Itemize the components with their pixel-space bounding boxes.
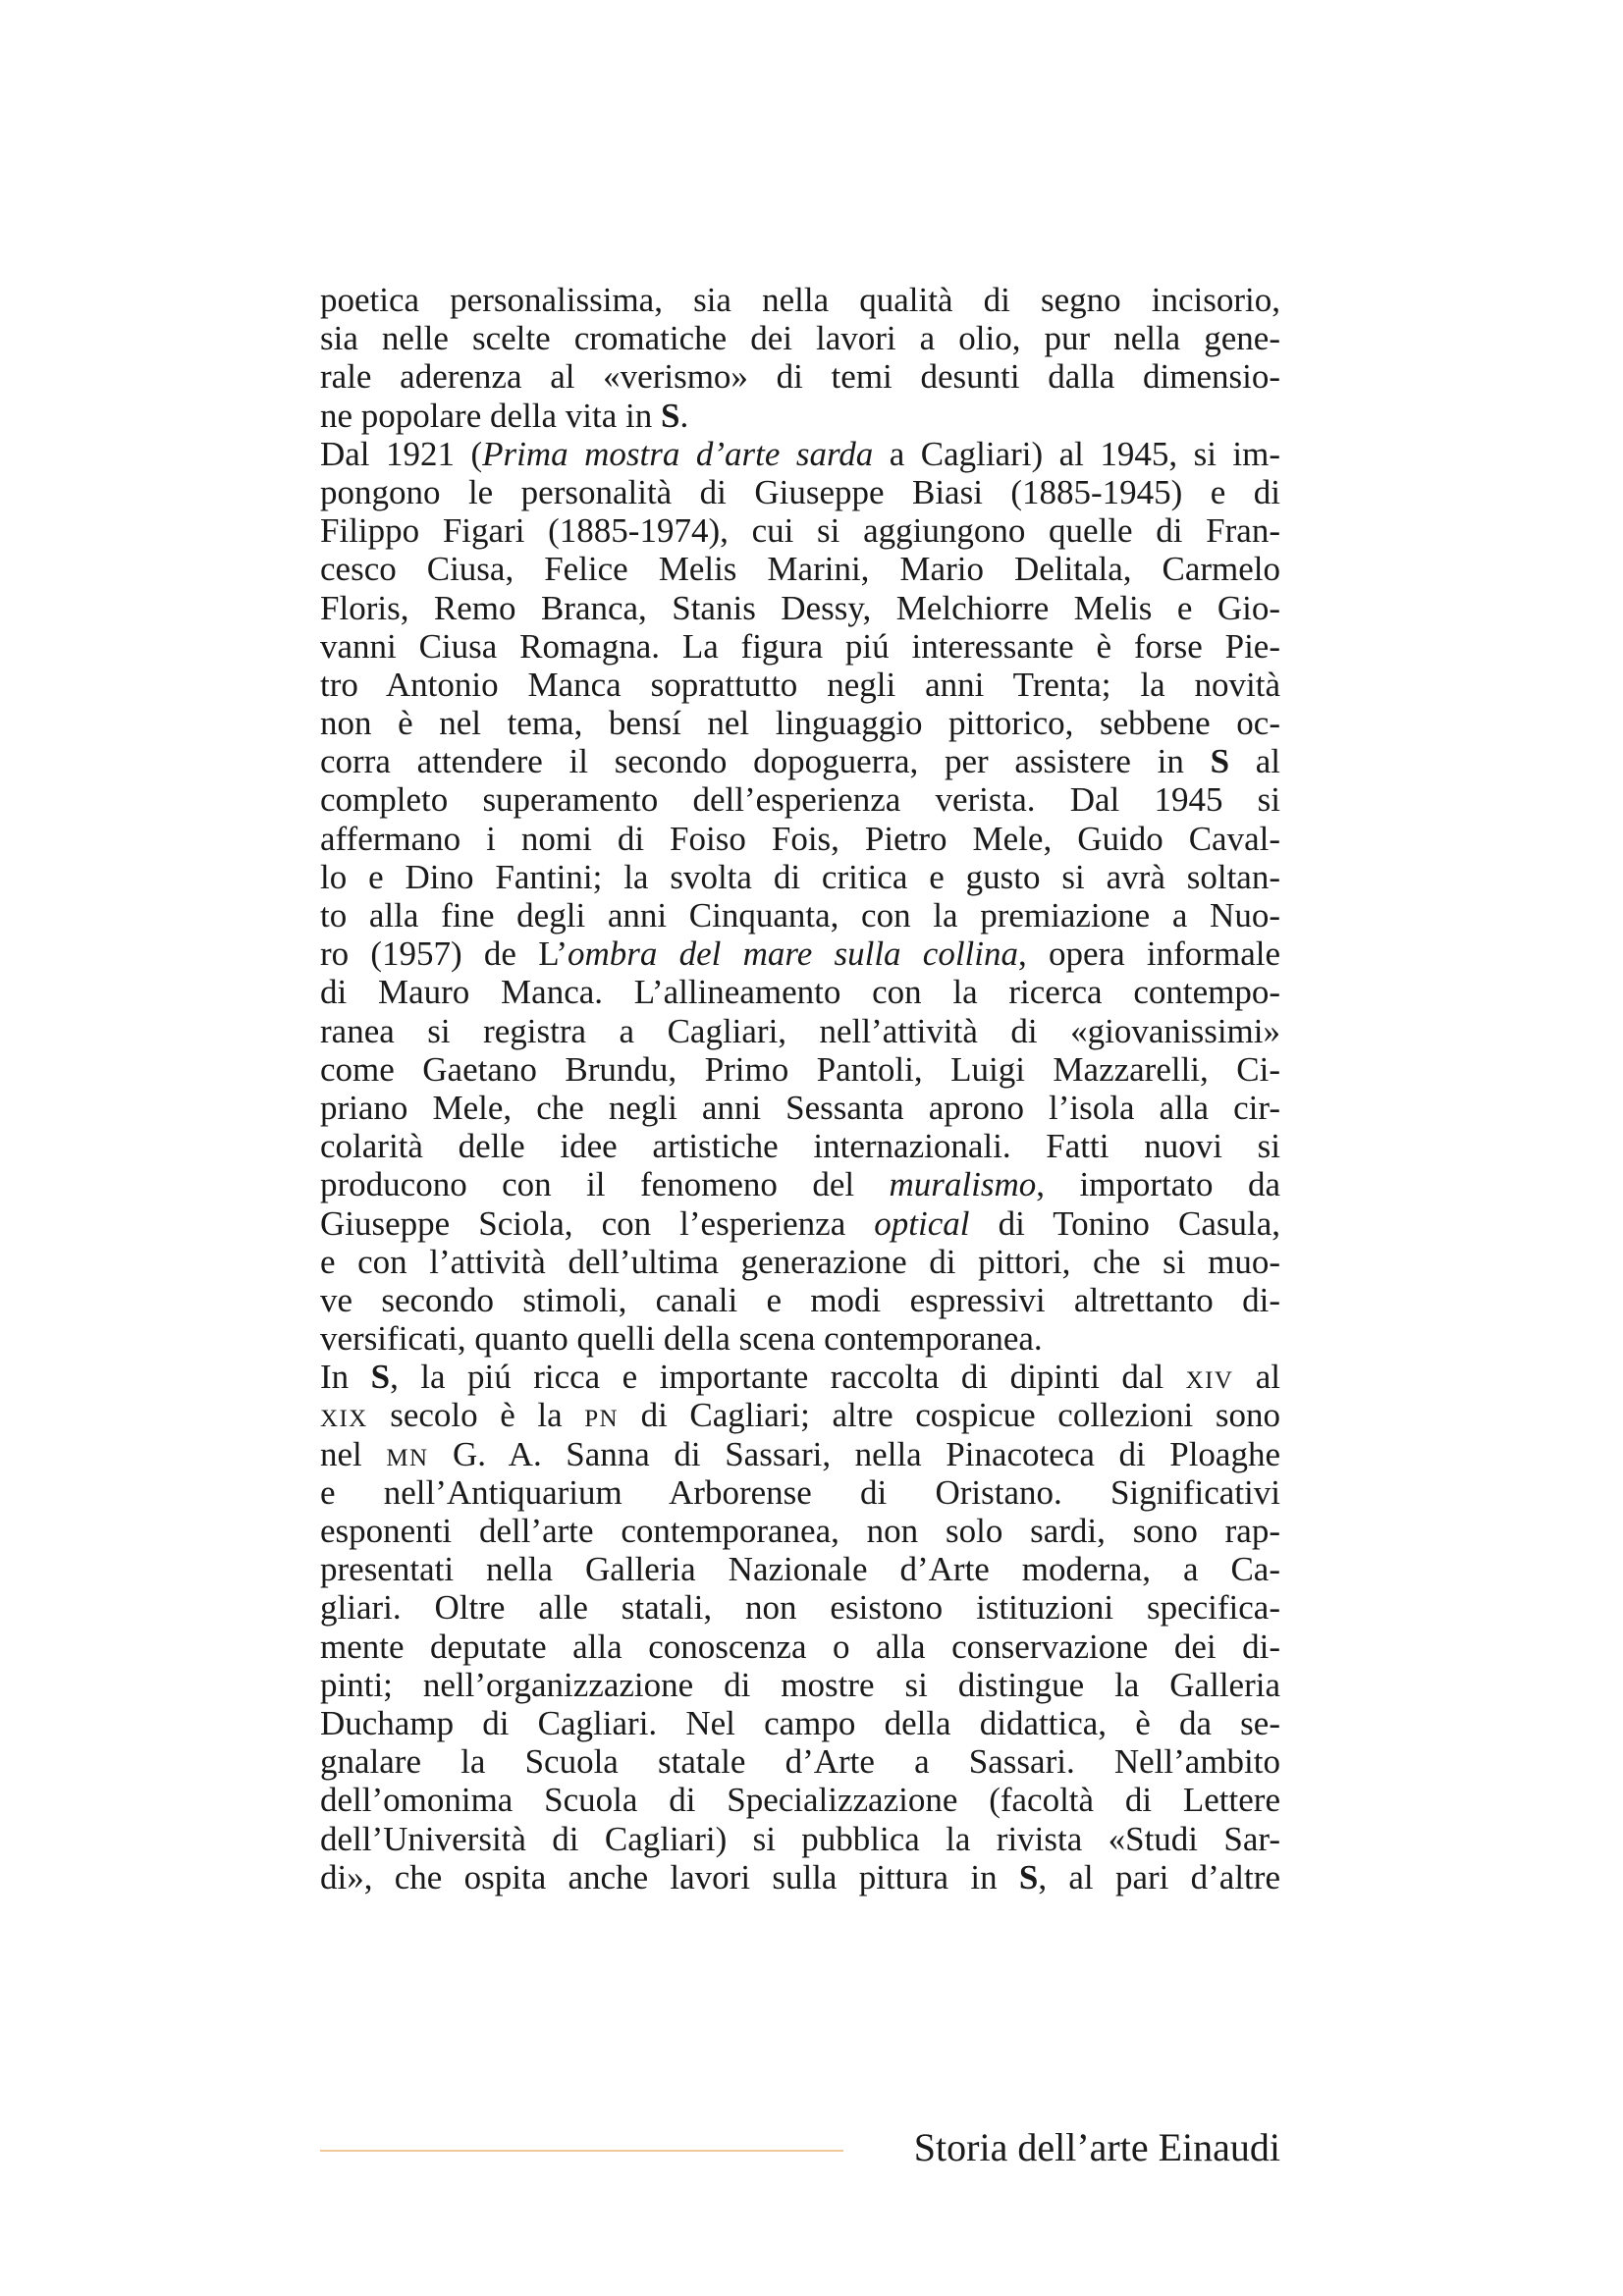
small-caps-abbreviation: xix bbox=[320, 1396, 368, 1435]
text-run: a Cagliari) al 1945, si im- bbox=[873, 434, 1280, 473]
text-line bbox=[320, 473, 1280, 511]
footer-publication-title: Storia dell’arte Einaudi bbox=[913, 2125, 1280, 2169]
text-line bbox=[320, 1858, 1280, 1896]
text-run: sia nelle scelte cromatiche dei lavori a olio, pur nella gene- bbox=[320, 319, 1280, 358]
text-line bbox=[320, 666, 1280, 704]
text-run: , al pari d’altre bbox=[1038, 1857, 1280, 1896]
text-line bbox=[320, 1742, 1280, 1781]
text-run: , importato da bbox=[1036, 1165, 1280, 1204]
text-run: Floris, Remo Branca, Stanis Dessy, Melchiorre Melis e Gio- bbox=[320, 588, 1280, 627]
text-line bbox=[320, 973, 1280, 1011]
text-run: ve secondo stimoli, canali e modi espressivi altrettanto di- bbox=[320, 1280, 1280, 1319]
text-run: affermano i nomi di Foiso Fois, Pietro Mele, Guido Caval- bbox=[320, 819, 1280, 858]
text-line bbox=[320, 1319, 1280, 1358]
text-run: pinti; nell’organizzazione di mostre si distingue la Galleria bbox=[320, 1665, 1280, 1704]
text-run: pongono le personalità di Giuseppe Biasi (1885-1945) e di bbox=[320, 472, 1280, 511]
bold-abbreviation: S bbox=[1018, 1857, 1039, 1896]
text-line bbox=[320, 1281, 1280, 1319]
text-run: secolo è la bbox=[367, 1396, 585, 1435]
text-run: versificati, quanto quelli della scena contemporanea. bbox=[320, 1319, 1043, 1359]
text-run: dell’Università di Cagliari) si pubblica la rivista «Studi Sar- bbox=[320, 1819, 1280, 1858]
text-line bbox=[320, 1666, 1280, 1704]
text-run: Dal 1921 ( bbox=[320, 434, 483, 473]
text-line bbox=[320, 704, 1280, 742]
text-line bbox=[320, 1243, 1280, 1281]
text-run: mente deputate alla conoscenza o alla conservazione dei di- bbox=[320, 1627, 1280, 1666]
text-run: nel bbox=[320, 1434, 387, 1473]
text-line bbox=[320, 1704, 1280, 1742]
text-run: al bbox=[1233, 1358, 1281, 1397]
text-run: di Mauro Manca. L’allineamento con la ricerca contempo- bbox=[320, 973, 1280, 1012]
text-line bbox=[320, 820, 1280, 858]
text-line bbox=[320, 1588, 1280, 1627]
text-line bbox=[320, 435, 1280, 473]
text-run: presentati nella Galleria Nazionale d’Arte moderna, a Ca- bbox=[320, 1550, 1280, 1589]
body-text bbox=[320, 281, 1280, 1896]
text-line bbox=[320, 1165, 1280, 1203]
text-run: cesco Ciusa, Felice Melis Marini, Mario Delitala, Carmelo bbox=[320, 550, 1280, 589]
text-line bbox=[320, 397, 1280, 435]
text-run: producono con il fenomeno del bbox=[320, 1165, 890, 1204]
text-line bbox=[320, 1089, 1280, 1127]
text-line bbox=[320, 281, 1280, 319]
text-run: e nell’Antiquarium Arborense di Oristano. Significativi bbox=[320, 1472, 1280, 1512]
text-line bbox=[320, 1820, 1280, 1858]
text-run: colarità delle idee artistiche internazionali. Fatti nuovi si bbox=[320, 1127, 1280, 1166]
text-run: come Gaetano Brundu, Primo Pantoli, Luigi Mazzarelli, Ci- bbox=[320, 1049, 1280, 1089]
italic-title: muralismo bbox=[889, 1165, 1037, 1204]
text-line bbox=[320, 1050, 1280, 1089]
text-line bbox=[320, 1127, 1280, 1165]
text-run: ne popolare della vita in bbox=[320, 396, 661, 435]
small-caps-abbreviation: pn bbox=[584, 1396, 619, 1435]
text-line bbox=[320, 1435, 1280, 1473]
text-run: , la piú ricca e importante raccolta di dipinti dal bbox=[390, 1358, 1186, 1397]
text-run: , opera informale bbox=[1018, 934, 1280, 974]
text-line bbox=[320, 550, 1280, 588]
small-caps-abbreviation: xiv bbox=[1185, 1358, 1234, 1397]
text-run: di Cagliari; altre cospicue collezioni sono bbox=[619, 1396, 1280, 1435]
text-run: to alla fine degli anni Cinquanta, con la premiazione a Nuo- bbox=[320, 896, 1280, 934]
text-line bbox=[320, 1628, 1280, 1666]
text-run: vanni Ciusa Romagna. La figura piú interessante è forse Pie- bbox=[320, 626, 1280, 666]
text-line bbox=[320, 742, 1280, 780]
text-line bbox=[320, 896, 1280, 934]
text-run: e con l’attività dell’ultima generazione di pittori, che si muo- bbox=[320, 1242, 1280, 1281]
text-run: di Tonino Casula, bbox=[969, 1203, 1280, 1243]
text-line bbox=[320, 858, 1280, 896]
italic-title: ombra del mare sulla collina bbox=[568, 934, 1018, 974]
text-run: di», che ospita anche lavori sulla pittura in bbox=[320, 1857, 1019, 1896]
text-run: corra attendere il secondo dopoguerra, per assistere in bbox=[320, 742, 1211, 781]
text-line bbox=[320, 1396, 1280, 1434]
text-run: Duchamp di Cagliari. Nel campo della didattica, è da se- bbox=[320, 1703, 1280, 1742]
italic-title: optical bbox=[874, 1203, 970, 1243]
text-run: gliari. Oltre alle statali, non esistono istituzioni specifica- bbox=[320, 1588, 1280, 1628]
text-run: priano Mele, che negli anni Sessanta aprono l’isola alla cir- bbox=[320, 1088, 1280, 1127]
text-run: In bbox=[320, 1358, 371, 1397]
text-line bbox=[320, 1550, 1280, 1588]
text-run: tro Antonio Manca soprattutto negli anni Trenta; la novità bbox=[320, 665, 1280, 704]
text-line bbox=[320, 1473, 1280, 1512]
text-line bbox=[320, 780, 1280, 819]
text-line bbox=[320, 1204, 1280, 1243]
text-run: non è nel tema, bensí nel linguaggio pittorico, sebbene oc- bbox=[320, 704, 1280, 743]
text-run: al bbox=[1229, 742, 1281, 781]
text-run: ranea si registra a Cagliari, nell’attività di «giovanissimi» bbox=[320, 1011, 1280, 1050]
italic-title: Prima mostra d’arte sarda bbox=[482, 434, 874, 473]
text-line bbox=[320, 357, 1280, 396]
text-line bbox=[320, 589, 1280, 627]
text-run: dell’omonima Scuola di Specializzazione (facoltà di Lettere bbox=[320, 1781, 1280, 1820]
text-run: lo e Dino Fantini; la svolta di critica e gusto si avrà soltan- bbox=[320, 857, 1280, 896]
bold-abbreviation: S bbox=[370, 1358, 391, 1397]
text-run: ro (1957) de L’ bbox=[320, 934, 568, 974]
footer-rule bbox=[320, 2150, 843, 2152]
text-line bbox=[320, 1012, 1280, 1050]
text-run: G. A. Sanna di Sassari, nella Pinacoteca di Ploaghe bbox=[428, 1434, 1280, 1473]
bold-abbreviation: S bbox=[1210, 742, 1230, 781]
text-run: gnalare la Scuola statale d’Arte a Sassari. Nell’ambito bbox=[320, 1742, 1280, 1782]
text-run: esponenti dell’arte contemporanea, non solo sardi, sono rap- bbox=[320, 1512, 1280, 1550]
text-run: Giuseppe Sciola, con l’esperienza bbox=[320, 1203, 875, 1243]
text-run: Filippo Figari (1885-1974), cui si aggiungono quelle di Fran- bbox=[320, 511, 1280, 551]
text-line bbox=[320, 934, 1280, 973]
text-line bbox=[320, 319, 1280, 357]
bold-abbreviation: S bbox=[660, 396, 680, 435]
text-run: rale aderenza al «verismo» di temi desunti dalla dimensio- bbox=[320, 357, 1280, 397]
text-run: completo superamento dell’esperienza verista. Dal 1945 si bbox=[320, 780, 1280, 820]
text-line bbox=[320, 627, 1280, 666]
small-caps-abbreviation: mn bbox=[386, 1434, 429, 1473]
text-run: . bbox=[679, 396, 689, 435]
text-line bbox=[320, 1358, 1280, 1396]
text-line bbox=[320, 1781, 1280, 1819]
text-line bbox=[320, 1512, 1280, 1550]
text-run: poetica personalissima, sia nella qualità di segno incisorio, bbox=[320, 281, 1280, 319]
text-line bbox=[320, 511, 1280, 550]
